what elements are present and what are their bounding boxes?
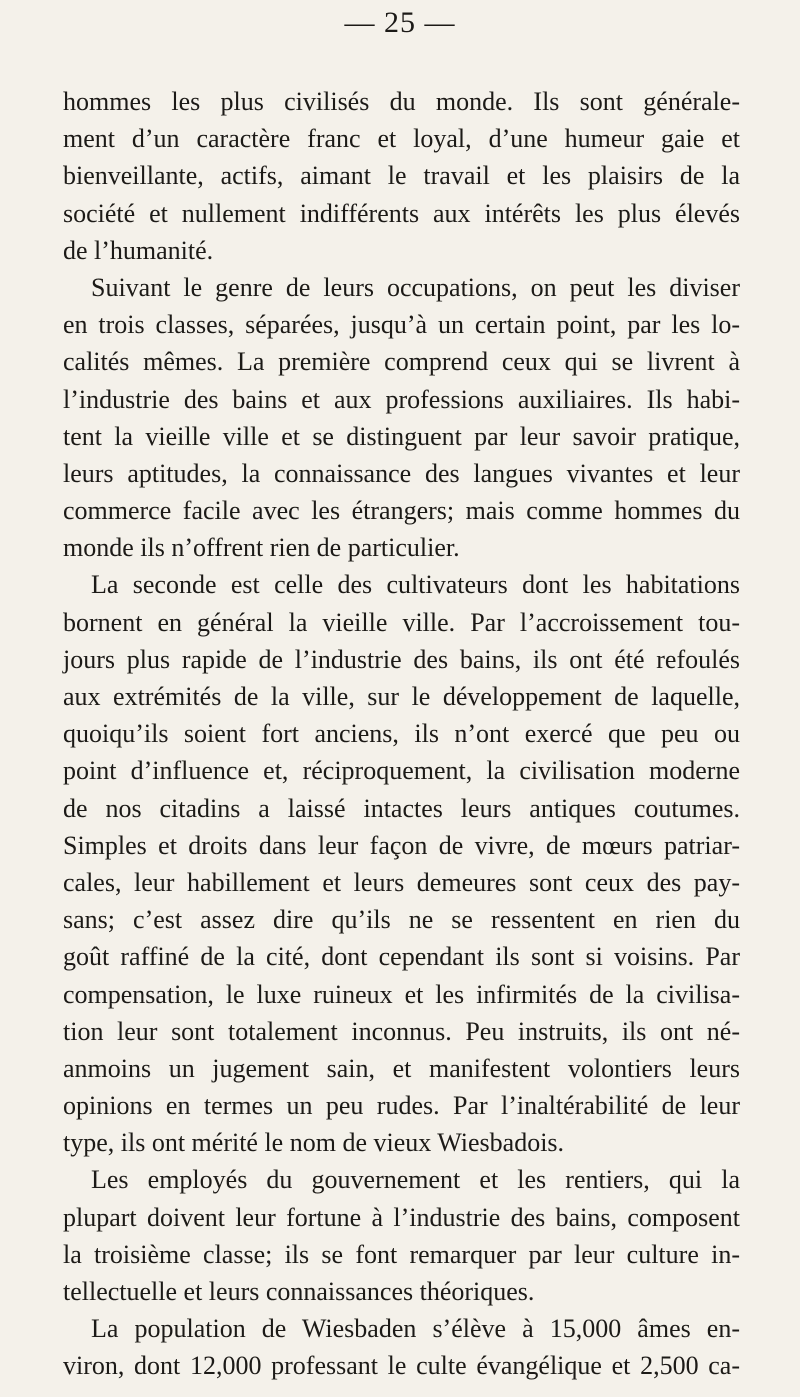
paragraph	[63, 269, 740, 567]
paragraph	[63, 566, 740, 1161]
paragraph	[63, 1310, 740, 1384]
text-line: hommes les plus civilisés du monde. Ils sont générale-	[63, 87, 740, 116]
text-line: bienveillante, actifs, aimant le travail et les plaisirs de la	[63, 161, 740, 191]
text-line: commerce facile avec les étrangers; mais comme hommes du	[63, 496, 740, 526]
text-line: cales, leur habillement et leurs demeures sont ceux des pay-	[63, 867, 740, 897]
paragraph	[63, 83, 740, 269]
text-line: de nos citadins a laissé intactes leurs antiques coutumes.	[63, 793, 740, 823]
text-line: ment d’un caractère franc et loyal, d’une humeur gaie et	[63, 124, 740, 154]
text-line: société et nullement indifférents aux intérêts les plus élevés	[63, 198, 740, 228]
text-line: tion leur sont totalement inconnus. Peu instruits, ils ont né-	[63, 1016, 740, 1046]
text-line: goût raffiné de la cité, dont cependant ils sont si voisins. Par	[63, 942, 740, 972]
page-number: — 25 —	[344, 6, 456, 39]
text-line: l’industrie des bains et aux professions auxiliaires. Ils habi-	[63, 384, 740, 414]
text-line: type, ils ont mérité le nom de vieux Wiesbadois.	[63, 1128, 565, 1158]
text-line: viron, dont 12,000 professant le culte évangélique et 2,500 ca-	[63, 1351, 740, 1381]
text-line: monde ils n’offrent rien de particulier.	[63, 533, 460, 563]
paragraph	[63, 1161, 740, 1310]
text-line: sans; c’est assez dire qu’ils ne se ressentent en rien du	[63, 905, 740, 935]
text-line: tellectuelle et leurs connaissances théoriques.	[63, 1277, 535, 1306]
text-line: bornent en général la vieille ville. Par l’accroissement tou-	[63, 607, 740, 637]
text-line: anmoins un jugement sain, et manifestent volontiers leurs	[63, 1053, 740, 1083]
text-line: la troisième classe; ils se font remarquer par leur culture in-	[63, 1239, 740, 1269]
text-line: Simples et droits dans leur façon de vivre, de mœurs patriar-	[63, 830, 740, 860]
text-line: jours plus rapide de l’industrie des bains, ils ont été refoulés	[63, 644, 740, 674]
text-line: opinions en termes un peu rudes. Par l’inaltérabilité de leur	[63, 1091, 740, 1121]
text-line: Les employés du gouvernement et les rentiers, qui la	[91, 1165, 740, 1195]
text-line: compensation, le luxe ruineux et les infirmités de la civilisa-	[63, 979, 740, 1009]
text-line: aux extrémités de la ville, sur le développement de laquelle,	[63, 682, 740, 711]
text-line: La population de Wiesbaden s’élève à 15,000 âmes en-	[91, 1314, 740, 1344]
body-text	[63, 83, 740, 1385]
text-line: calités mêmes. La première comprend ceux qui se livrent à	[63, 347, 740, 377]
text-line: Suivant le genre de leurs occupations, on peut les diviser	[91, 272, 740, 302]
text-line: point d’influence et, réciproquement, la civilisation moderne	[63, 756, 740, 786]
text-line: plupart doivent leur fortune à l’industrie des bains, composent	[63, 1202, 740, 1232]
text-line: tent la vieille ville et se distinguent par leur savoir pratique,	[63, 421, 740, 451]
text-line: La seconde est celle des cultivateurs dont les habitations	[91, 570, 740, 600]
text-line: leurs aptitudes, la connaissance des langues vivantes et leur	[63, 458, 740, 488]
text-line: quoiqu’ils soient fort anciens, ils n’ont exercé que peu ou	[63, 719, 740, 749]
text-line: en trois classes, séparées, jusqu’à un certain point, par les lo-	[63, 310, 740, 340]
text-line: de l’humanité.	[63, 235, 214, 265]
